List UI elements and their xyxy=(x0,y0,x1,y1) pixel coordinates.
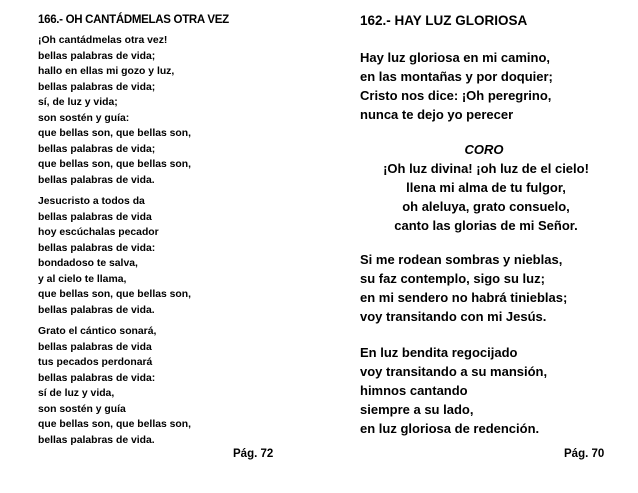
verse-line: bellas palabras de vida: xyxy=(38,242,156,254)
verse-line: bellas palabras de vida xyxy=(38,211,152,223)
verse-line: himnos cantando xyxy=(360,383,468,398)
verse-line: en luz gloriosa de redención. xyxy=(360,421,540,436)
right-page-number: Pág. 70 xyxy=(564,448,605,460)
verse-line: que bellas son, que bellas son, xyxy=(38,289,192,300)
verse-line: bellas palabras de vida; xyxy=(38,81,156,93)
verse-line: que bellas son, que bellas son, xyxy=(38,419,192,430)
left-stanza-1 xyxy=(38,33,191,188)
verse-line: Si me rodean sombras y nieblas, xyxy=(360,252,563,267)
left-hymn-title: 166.- OH CANTÁDMELAS OTRA VEZ xyxy=(38,14,229,26)
verse-line: siempre a su lado, xyxy=(360,402,474,417)
verse-line: bellas palabras de vida. xyxy=(38,174,155,186)
chorus-heading: CORO xyxy=(464,142,504,157)
verse-line: Grato el cántico sonará, xyxy=(38,326,157,337)
verse-line: son sostén y guía xyxy=(38,403,126,415)
verse-line: bellas palabras de vida: xyxy=(38,372,156,384)
chorus-line: oh aleluya, grato consuelo, xyxy=(402,199,570,214)
verse-line: Hay luz gloriosa en mi camino, xyxy=(360,50,550,65)
chorus-line: ¡Oh luz divina! ¡oh luz de el cielo! xyxy=(383,161,589,176)
right-page xyxy=(320,0,638,493)
verse-line: voy transitando a su mansión, xyxy=(360,364,548,379)
verse-line: En luz bendita regocijado xyxy=(360,345,518,360)
verse-line: bellas palabras de vida xyxy=(38,341,152,353)
verse-line: que bellas son, que bellas son, xyxy=(38,128,192,139)
verse-line: bellas palabras de vida. xyxy=(38,434,155,446)
verse-line: en las montañas y por doquier; xyxy=(360,69,553,84)
verse-line: que bellas son, que bellas son, xyxy=(38,159,192,170)
verse-line: voy transitando con mi Jesús. xyxy=(360,309,547,324)
right-stanza-2 xyxy=(360,250,567,326)
right-stanza-1 xyxy=(360,48,553,124)
chorus-line: canto las glorias de mi Señor. xyxy=(394,218,578,233)
verse-line: son sostén y guía: xyxy=(38,112,130,124)
verse-line: Cristo nos dice: ¡Oh peregrino, xyxy=(360,88,552,103)
right-hymn-title: 162.- HAY LUZ GLORIOSA xyxy=(360,13,528,28)
verse-line: su faz contemplo, sigo su luz; xyxy=(360,271,545,286)
verse-line: nunca te dejo yo perecer xyxy=(360,107,514,122)
verse-line: bellas palabras de vida; xyxy=(38,143,156,155)
verse-line: sí de luz y vida, xyxy=(38,388,115,399)
chorus-line: llena mi alma de tu fulgor, xyxy=(406,180,566,195)
chorus-lines xyxy=(320,159,638,235)
left-stanza-2 xyxy=(38,194,191,318)
chorus-block xyxy=(320,140,638,235)
verse-line: hoy escúchalas pecador xyxy=(38,227,159,238)
verse-line: ¡Oh cantádmelas otra vez! xyxy=(38,35,168,46)
verse-line: sí, de luz y vida; xyxy=(38,97,118,108)
verse-line: Jesucristo a todos da xyxy=(38,196,145,207)
left-page-number: Pág. 72 xyxy=(233,448,274,460)
verse-line: tus pecados perdonará xyxy=(38,357,153,368)
verse-line: en mi sendero no habrá tinieblas; xyxy=(360,290,568,305)
verse-line: y al cielo te llama, xyxy=(38,273,127,285)
verse-line: bondadoso te salva, xyxy=(38,258,138,269)
left-stanza-3 xyxy=(38,324,191,448)
verse-line: bellas palabras de vida; xyxy=(38,50,156,62)
right-stanza-3 xyxy=(360,343,547,438)
verse-line: hallo en ellas mi gozo y luz, xyxy=(38,66,175,77)
verse-line: bellas palabras de vida. xyxy=(38,304,155,316)
